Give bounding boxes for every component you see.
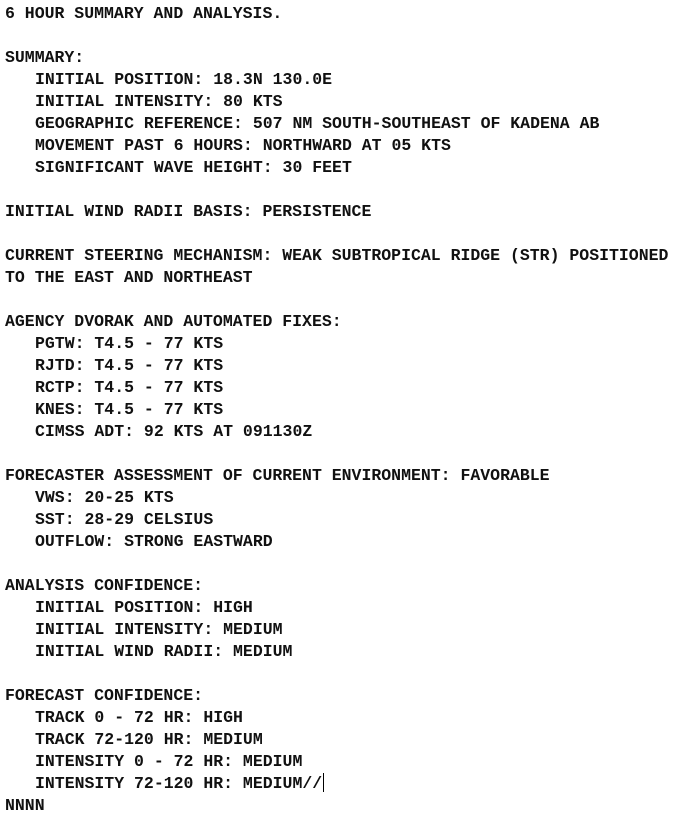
forecast-intensity-0-72: INTENSITY 0 - 72 HR: MEDIUM: [35, 752, 303, 771]
summary-initial-position: INITIAL POSITION: 18.3N 130.0E: [35, 70, 333, 89]
blank-line: [5, 25, 683, 47]
blank-line: [5, 663, 683, 685]
summary-section: [5, 47, 683, 179]
summary-movement: MOVEMENT PAST 6 HOURS: NORTHWARD AT 05 KTS: [35, 136, 451, 155]
environment-section: [5, 465, 683, 553]
analysis-initial-wind-radii: INITIAL WIND RADII: MEDIUM: [35, 642, 293, 661]
steering-line-1: CURRENT STEERING MECHANISM: WEAK SUBTROPICAL RIDGE (STR) POSITIONED: [5, 246, 669, 265]
fixes-heading: AGENCY DVORAK AND AUTOMATED FIXES:: [5, 312, 342, 331]
forecast-track-72-120: TRACK 72-120 HR: MEDIUM: [35, 730, 263, 749]
end-marker: NNNN: [5, 796, 45, 815]
analysis-confidence-heading: ANALYSIS CONFIDENCE:: [5, 576, 204, 595]
text-cursor: [323, 773, 324, 792]
fix-rjtd: RJTD: T4.5 - 77 KTS: [35, 356, 224, 375]
blank-line: [5, 443, 683, 465]
blank-line: [5, 289, 683, 311]
blank-line: [5, 179, 683, 201]
analysis-confidence-section: [5, 575, 683, 663]
environment-heading: FORECASTER ASSESSMENT OF CURRENT ENVIRONMENT: FAVORABLE: [5, 466, 550, 485]
steering-line-2: TO THE EAST AND NORTHEAST: [5, 268, 253, 287]
environment-vws: VWS: 20-25 KTS: [35, 488, 174, 507]
bulletin-document[interactable]: [5, 3, 683, 817]
forecast-confidence-heading: FORECAST CONFIDENCE:: [5, 686, 204, 705]
summary-initial-intensity: INITIAL INTENSITY: 80 KTS: [35, 92, 283, 111]
environment-outflow: OUTFLOW: STRONG EASTWARD: [35, 532, 273, 551]
wind-radii-basis: INITIAL WIND RADII BASIS: PERSISTENCE: [5, 202, 372, 221]
summary-geographic-reference: GEOGRAPHIC REFERENCE: 507 NM SOUTH-SOUTHEAST OF KADENA AB: [35, 114, 600, 133]
analysis-initial-position: INITIAL POSITION: HIGH: [35, 598, 253, 617]
forecast-confidence-section: [5, 685, 683, 795]
steering-section: [5, 245, 683, 289]
blank-line: [5, 223, 683, 245]
fix-cimss-adt: CIMSS ADT: 92 KTS AT 091130Z: [35, 422, 313, 441]
analysis-initial-intensity: INITIAL INTENSITY: MEDIUM: [35, 620, 283, 639]
summary-wave-height: SIGNIFICANT WAVE HEIGHT: 30 FEET: [35, 158, 352, 177]
summary-heading: SUMMARY:: [5, 48, 85, 67]
bulletin-title: 6 HOUR SUMMARY AND ANALYSIS.: [5, 4, 283, 23]
fix-rctp: RCTP: T4.5 - 77 KTS: [35, 378, 224, 397]
forecast-intensity-72-120: INTENSITY 72-120 HR: MEDIUM//: [35, 774, 323, 793]
fix-knes: KNES: T4.5 - 77 KTS: [35, 400, 224, 419]
environment-sst: SST: 28-29 CELSIUS: [35, 510, 214, 529]
forecast-intensity-72-120-row: [5, 773, 683, 795]
fix-pgtw: PGTW: T4.5 - 77 KTS: [35, 334, 224, 353]
blank-line: [5, 553, 683, 575]
fixes-section: [5, 311, 683, 443]
forecast-track-0-72: TRACK 0 - 72 HR: HIGH: [35, 708, 243, 727]
